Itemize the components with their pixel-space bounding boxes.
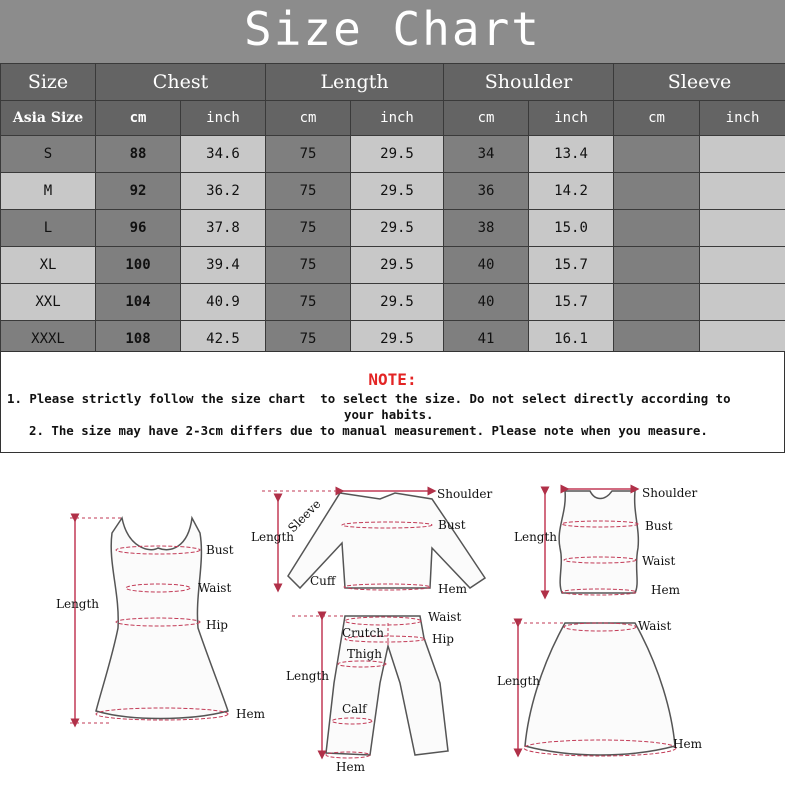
unit-sleeve-inch: inch xyxy=(700,101,785,136)
measurement-diagrams xyxy=(0,453,785,802)
tank-waist-label: Waist xyxy=(642,554,676,568)
sleeve-inch-cell xyxy=(700,136,785,173)
chest-cm-cell: 104 xyxy=(96,284,181,321)
shoulder-cm-cell: 41 xyxy=(444,321,529,358)
top-bust-label: Bust xyxy=(438,518,466,532)
top-hem-label: Hem xyxy=(438,582,467,596)
unit-chest-cm: cm xyxy=(96,101,181,136)
shoulder-inch-cell: 15.7 xyxy=(529,284,614,321)
shoulder-cm-cell: 38 xyxy=(444,210,529,247)
skirt-length-label: Length xyxy=(497,674,541,688)
size-cell: XL xyxy=(1,247,96,284)
pants-calf-label: Calf xyxy=(342,702,367,716)
size-cell: L xyxy=(1,210,96,247)
dress-bust-label: Bust xyxy=(206,543,234,557)
unit-length-inch: inch xyxy=(351,101,444,136)
note-line-2: 2. The size may have 2-3cm differs due to manual measurement. Please note when you measure. xyxy=(29,423,708,438)
sleeve-cm-cell xyxy=(614,210,700,247)
note-line-1: 1. Please strictly follow the size chart to select the size. Do not select directly according to xyxy=(7,391,731,406)
header-chest: Chest xyxy=(96,64,266,101)
length-inch-cell: 29.5 xyxy=(351,321,444,358)
top-length-label: Length xyxy=(251,530,295,544)
size-table xyxy=(0,63,785,358)
header-sleeve: Sleeve xyxy=(614,64,785,101)
size-cell: S xyxy=(1,136,96,173)
skirt-waist-label: Waist xyxy=(638,619,672,633)
sleeve-inch-cell xyxy=(700,210,785,247)
pants-hem-label: Hem xyxy=(336,760,365,774)
dress-hip-label: Hip xyxy=(206,618,228,632)
pants-crutch-label: Crutch xyxy=(342,626,384,640)
size-cell: M xyxy=(1,173,96,210)
top-cuff-label: Cuff xyxy=(310,574,336,588)
shoulder-inch-cell: 16.1 xyxy=(529,321,614,358)
tank-bust-label: Bust xyxy=(645,519,673,533)
sleeve-cm-cell xyxy=(614,284,700,321)
table-row xyxy=(1,284,785,321)
table-row xyxy=(1,136,785,173)
dress-waist-label: Waist xyxy=(198,581,232,595)
pants-hip-label: Hip xyxy=(432,632,454,646)
length-inch-cell: 29.5 xyxy=(351,247,444,284)
skirt-outline xyxy=(525,623,675,755)
tank-diagram xyxy=(514,486,698,597)
length-inch-cell: 29.5 xyxy=(351,136,444,173)
unit-shoulder-cm: cm xyxy=(444,101,529,136)
shoulder-inch-cell: 13.4 xyxy=(529,136,614,173)
header-asia-size: Asia Size xyxy=(1,101,96,136)
header-row-units xyxy=(1,101,785,136)
tank-outline xyxy=(559,491,638,593)
top-diagram xyxy=(251,487,493,596)
chest-inch-cell: 42.5 xyxy=(181,321,266,358)
unit-length-cm: cm xyxy=(266,101,351,136)
header-length: Length xyxy=(266,64,444,101)
dress-hem-label: Hem xyxy=(236,707,265,721)
dress-diagram xyxy=(56,518,266,723)
size-cell: XXXL xyxy=(1,321,96,358)
note-line-1-cont: your habits. xyxy=(344,407,434,422)
header-size: Size xyxy=(1,64,96,101)
length-cm-cell: 75 xyxy=(266,210,351,247)
header-shoulder: Shoulder xyxy=(444,64,614,101)
sleeve-cm-cell xyxy=(614,173,700,210)
pants-waist-label: Waist xyxy=(428,610,462,624)
dress-length-label: Length xyxy=(56,597,100,611)
sleeve-cm-cell xyxy=(614,136,700,173)
chest-cm-cell: 88 xyxy=(96,136,181,173)
chest-inch-cell: 34.6 xyxy=(181,136,266,173)
tank-shoulder-label: Shoulder xyxy=(642,486,698,500)
shoulder-inch-cell: 15.7 xyxy=(529,247,614,284)
chest-cm-cell: 92 xyxy=(96,173,181,210)
table-row xyxy=(1,247,785,284)
length-cm-cell: 75 xyxy=(266,136,351,173)
pants-length-label: Length xyxy=(286,669,330,683)
chest-inch-cell: 40.9 xyxy=(181,284,266,321)
length-cm-cell: 75 xyxy=(266,284,351,321)
length-inch-cell: 29.5 xyxy=(351,173,444,210)
sleeve-inch-cell xyxy=(700,173,785,210)
sleeve-inch-cell xyxy=(700,247,785,284)
tank-length-label: Length xyxy=(514,530,558,544)
length-inch-cell: 29.5 xyxy=(351,284,444,321)
length-cm-cell: 75 xyxy=(266,321,351,358)
shoulder-cm-cell: 40 xyxy=(444,247,529,284)
chart-header xyxy=(0,0,785,63)
unit-shoulder-inch: inch xyxy=(529,101,614,136)
pants-diagram xyxy=(286,610,461,774)
unit-chest-inch: inch xyxy=(181,101,266,136)
length-inch-cell: 29.5 xyxy=(351,210,444,247)
top-shoulder-label: Shoulder xyxy=(437,487,493,501)
skirt-diagram xyxy=(497,619,703,756)
chest-cm-cell: 100 xyxy=(96,247,181,284)
shoulder-cm-cell: 34 xyxy=(444,136,529,173)
tank-hem-label: Hem xyxy=(651,583,680,597)
shoulder-cm-cell: 36 xyxy=(444,173,529,210)
length-cm-cell: 75 xyxy=(266,247,351,284)
length-cm-cell: 75 xyxy=(266,173,351,210)
shoulder-inch-cell: 14.2 xyxy=(529,173,614,210)
chest-inch-cell: 36.2 xyxy=(181,173,266,210)
sleeve-inch-cell xyxy=(700,284,785,321)
note-box xyxy=(0,351,785,453)
chest-inch-cell: 37.8 xyxy=(181,210,266,247)
skirt-hem-label: Hem xyxy=(673,737,702,751)
pants-thigh-label: Thigh xyxy=(347,647,382,661)
size-cell: XXL xyxy=(1,284,96,321)
table-row xyxy=(1,210,785,247)
header-row-groups xyxy=(1,64,785,101)
chest-inch-cell: 39.4 xyxy=(181,247,266,284)
page-title: Size Chart xyxy=(244,2,541,56)
top-sleeve-label: Sleeve xyxy=(285,496,324,536)
unit-sleeve-cm: cm xyxy=(614,101,700,136)
chest-cm-cell: 108 xyxy=(96,321,181,358)
shoulder-inch-cell: 15.0 xyxy=(529,210,614,247)
table-row xyxy=(1,173,785,210)
sleeve-cm-cell xyxy=(614,247,700,284)
note-title: NOTE: xyxy=(368,370,417,389)
shoulder-cm-cell: 40 xyxy=(444,284,529,321)
chest-cm-cell: 96 xyxy=(96,210,181,247)
